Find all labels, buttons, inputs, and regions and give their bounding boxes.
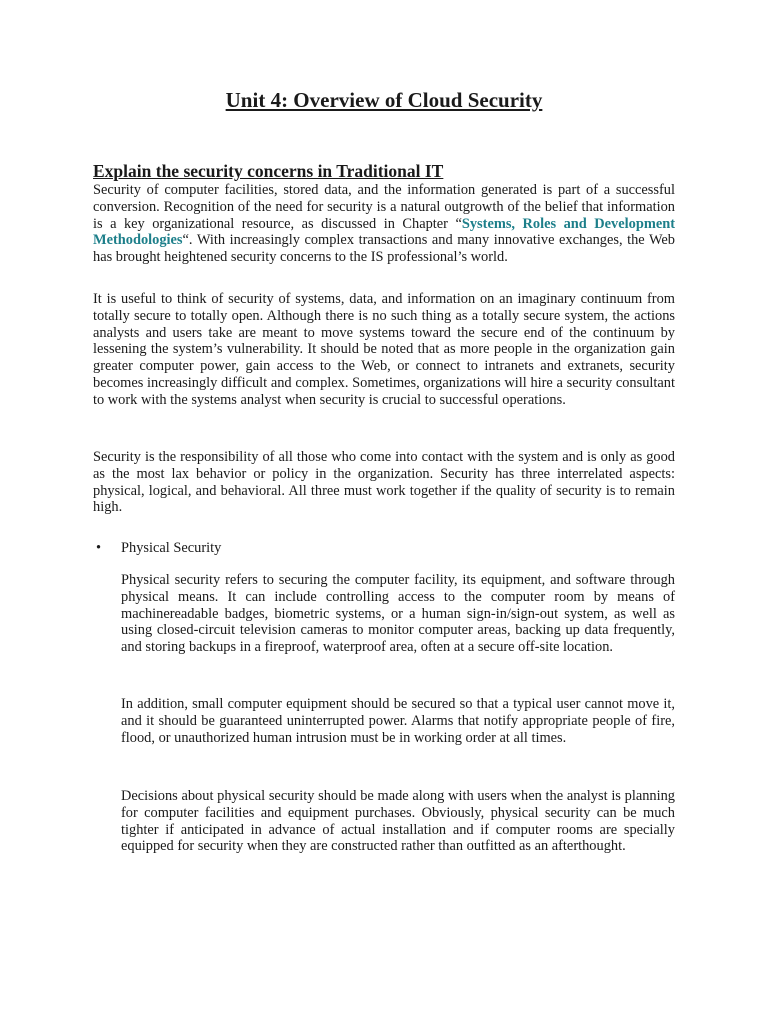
bullet-item-physical-security xyxy=(96,540,221,557)
paragraph-continuum: It is useful to think of security of systems, data, and information on an imaginary continuum from totally secure to totally open. Although there is no such thing as a totally secure system, the actions analysts and users take are meant to move systems toward the secure end of the continuum by lessening the system’s vulnerability. It should be noted that as more people in the organization gain greater computer power, gain access to the Web, or connect to intranets and extranets, security becomes increasingly difficult and complex. Sometimes, organizations will hire a security consultant to work with the systems analyst when security is crucial to successful operations. xyxy=(93,291,675,408)
paragraph-intro-text-b: “. With increasingly complex transactions and many innovative exchanges, the Web has brought heightened security concerns to the IS professional’s world. xyxy=(93,232,675,266)
bullet-label: Physical Security xyxy=(121,540,222,556)
paragraph-intro xyxy=(93,182,675,266)
physical-security-paragraph-3: Decisions about physical security should be made along with users when the analyst is planning for computer facilities and equipment purchases. Obviously, physical security can be much tighter if anticipated in advance of actual installation and if computer rooms are specially equipped for security when they are constructed rather than outfitted as an afterthought. xyxy=(121,788,675,855)
physical-security-paragraph-1: Physical security refers to securing the computer facility, its equipment, and software through physical means. It can include controlling access to the computer room by means of machinereadable badges, biometric systems, or a human sign-in/sign-out system, as well as using closed-circuit television cameras to monitor computer areas, backing up data frequently, and storing backups in a fireproof, waterproof area, often at a secure off-site location. xyxy=(121,572,675,656)
paragraph-responsibility: Security is the responsibility of all those who come into contact with the system and is only as good as the most lax behavior or policy in the organization. Security has three interrelated aspects: physical, logical, and behavioral. All three must work together if the quality of security is to remain high. xyxy=(93,449,675,516)
bullet-icon: • xyxy=(96,540,102,556)
chapter-reference-link[interactable]: Systems, Roles and Development Methodologies xyxy=(93,215,676,249)
paragraph-intro-text-a: Security of computer facilities, stored data, and the information generated is part of a successful conversion. Recognition of the need for security is a natural outgrowth of the belief that information is a key organizational resource, as discussed in Chapter “ xyxy=(93,182,675,232)
section-heading: Explain the security concerns in Traditional IT xyxy=(93,161,444,181)
physical-security-paragraph-2: In addition, small computer equipment should be secured so that a typical user cannot move it, and it should be guaranteed uninterrupted power. Alarms that notify appropriate people of fire, flood, or unauthorized human intrusion must be in working order at all times. xyxy=(121,696,675,746)
page-title: Unit 4: Overview of Cloud Security xyxy=(225,88,543,112)
